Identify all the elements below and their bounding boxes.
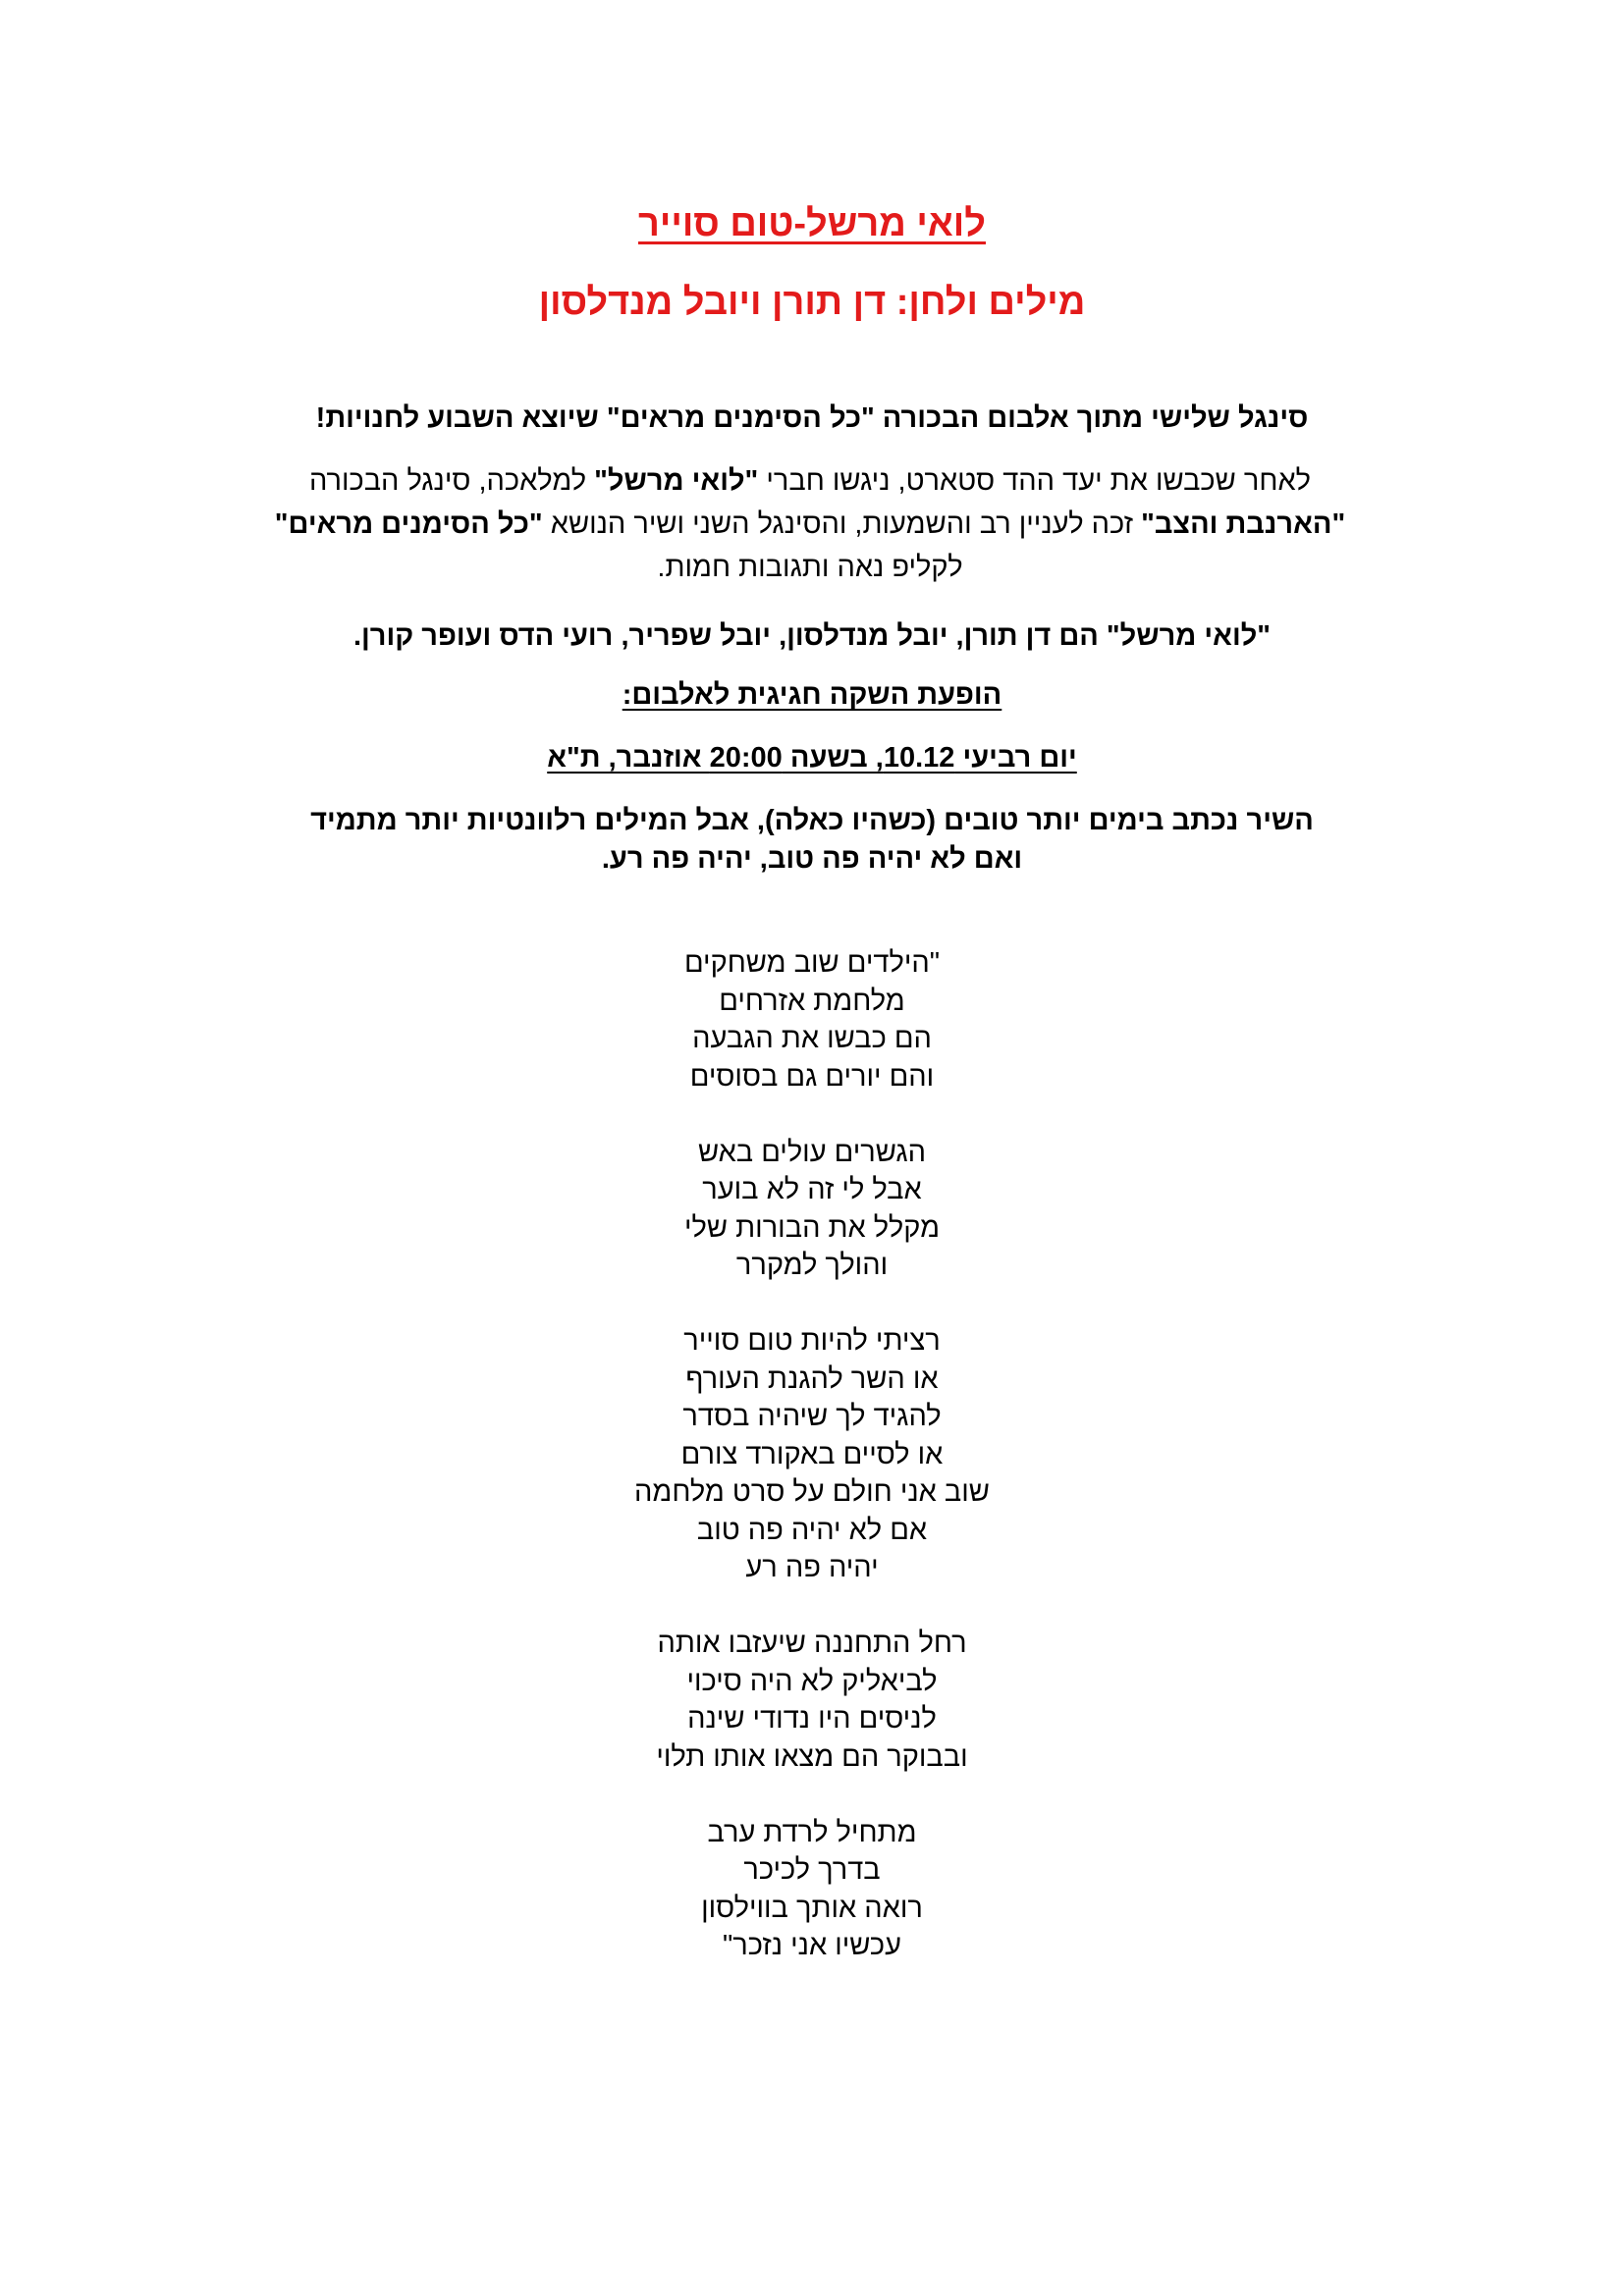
announcement: סינגל שלישי מתוך אלבום הבכורה "כל הסימנים מראים" שיוצא השבוע לחנויות! xyxy=(315,402,1309,434)
intro-text: לקליפ נאה ותגובות חמות. xyxy=(657,552,963,583)
lyrics-line: לביאליק לא היה סיכוי xyxy=(686,1665,938,1697)
launch-date-row xyxy=(0,738,1624,777)
lyrics-line: והולך למקרר xyxy=(735,1250,889,1281)
first-single-name: "הארנבת והצב" xyxy=(1141,508,1346,540)
lyrics-stanza xyxy=(0,1814,1624,1965)
lyrics-line: שוב אני חולם על סרט מלחמה xyxy=(634,1476,990,1508)
launch-heading-row xyxy=(0,675,1624,715)
lyrics-line: רואה אותך בווילסון xyxy=(701,1892,923,1924)
lyrics-line: הגשרים עולים באש xyxy=(698,1136,926,1168)
intro-paragraph xyxy=(265,459,1355,589)
lyrics-stanza xyxy=(0,1625,1624,1776)
lyrics-line: הם כבשו את הגבעה xyxy=(692,1023,932,1054)
lyrics-line: להגיד לך שיהיה בסדר xyxy=(682,1401,942,1432)
lyrics-line: או השר להגנת העורף xyxy=(685,1362,939,1395)
launch-heading: הופעת השקה חגיגית לאלבום: xyxy=(622,679,1002,711)
lyrics-line: ובבוקר הם מצאו אותו תלוי xyxy=(656,1740,968,1773)
lyrics-line: עכשיו אני נזכר" xyxy=(723,1930,901,1961)
lyrics-stanza xyxy=(0,1322,1624,1587)
launch-date: יום רביעי 10.12, בשעה 20:00 אוזנבר, ת"א xyxy=(547,742,1077,774)
band-name: "לואי מרשל" xyxy=(594,465,759,497)
song-credits: מילים ולחן: דן תורן ויובל מנדלסון xyxy=(538,282,1086,323)
lyrics-line: בדרך לכיכר xyxy=(743,1854,881,1886)
lyrics-line: יהיה פה רע xyxy=(745,1552,879,1583)
lyrics-line: מלחמת אזרחים xyxy=(719,985,905,1017)
note-line-2: ואם לא יהיה פה טוב, יהיה פה רע. xyxy=(601,843,1023,875)
song-title: לואי מרשל-טום סוייר xyxy=(638,203,986,244)
lyrics-stanza xyxy=(0,944,1624,1095)
lyrics-stanza xyxy=(0,1134,1624,1285)
song-lyrics xyxy=(0,944,1624,2002)
intro-text: זכה לעניין רב והשמעות, והסינגל השני ושיר הנושא xyxy=(542,508,1142,540)
lyrics-line: לניסים היו נדודי שינה xyxy=(687,1703,937,1735)
lyrics-line: מקלל את הבורות שלי xyxy=(684,1211,940,1244)
lyrics-line: רציתי להיות טום סוייר xyxy=(683,1325,941,1357)
lyrics-line: או לסיים באקורד צורם xyxy=(680,1438,944,1470)
lyrics-line: "הילדים שוב משחקים xyxy=(683,947,941,979)
lyrics-line: אם לא יהיה פה טוב xyxy=(696,1514,928,1546)
album-title-song: "כל הסימנים מראים" xyxy=(274,508,543,540)
lyrics-line: רחל התחננה שיעזבו אותה xyxy=(657,1628,967,1659)
intro-text: לאחר שכבשו את יעד ההד סטארט, ניגשו חברי xyxy=(758,465,1312,497)
lyrics-line: והם יורים גם בסוסים xyxy=(689,1060,935,1093)
lyrics-line: אבל לי זה לא בוער xyxy=(702,1174,922,1205)
band-members: "לואי מרשל" הם דן תורן, יובל מנדלסון, יובל שפריר, רועי הדס ועופר קורן. xyxy=(352,620,1272,652)
intro-text: למלאכה, סינגל הבכורה xyxy=(308,465,595,497)
note-line-1: השיר נכתב בימים יותר טובים (כשהיו כאלה), אבל המילים רלוונטיות יותר מתמיד xyxy=(310,805,1314,836)
lyrics-line: מתחיל לרדת ערב xyxy=(707,1816,917,1848)
